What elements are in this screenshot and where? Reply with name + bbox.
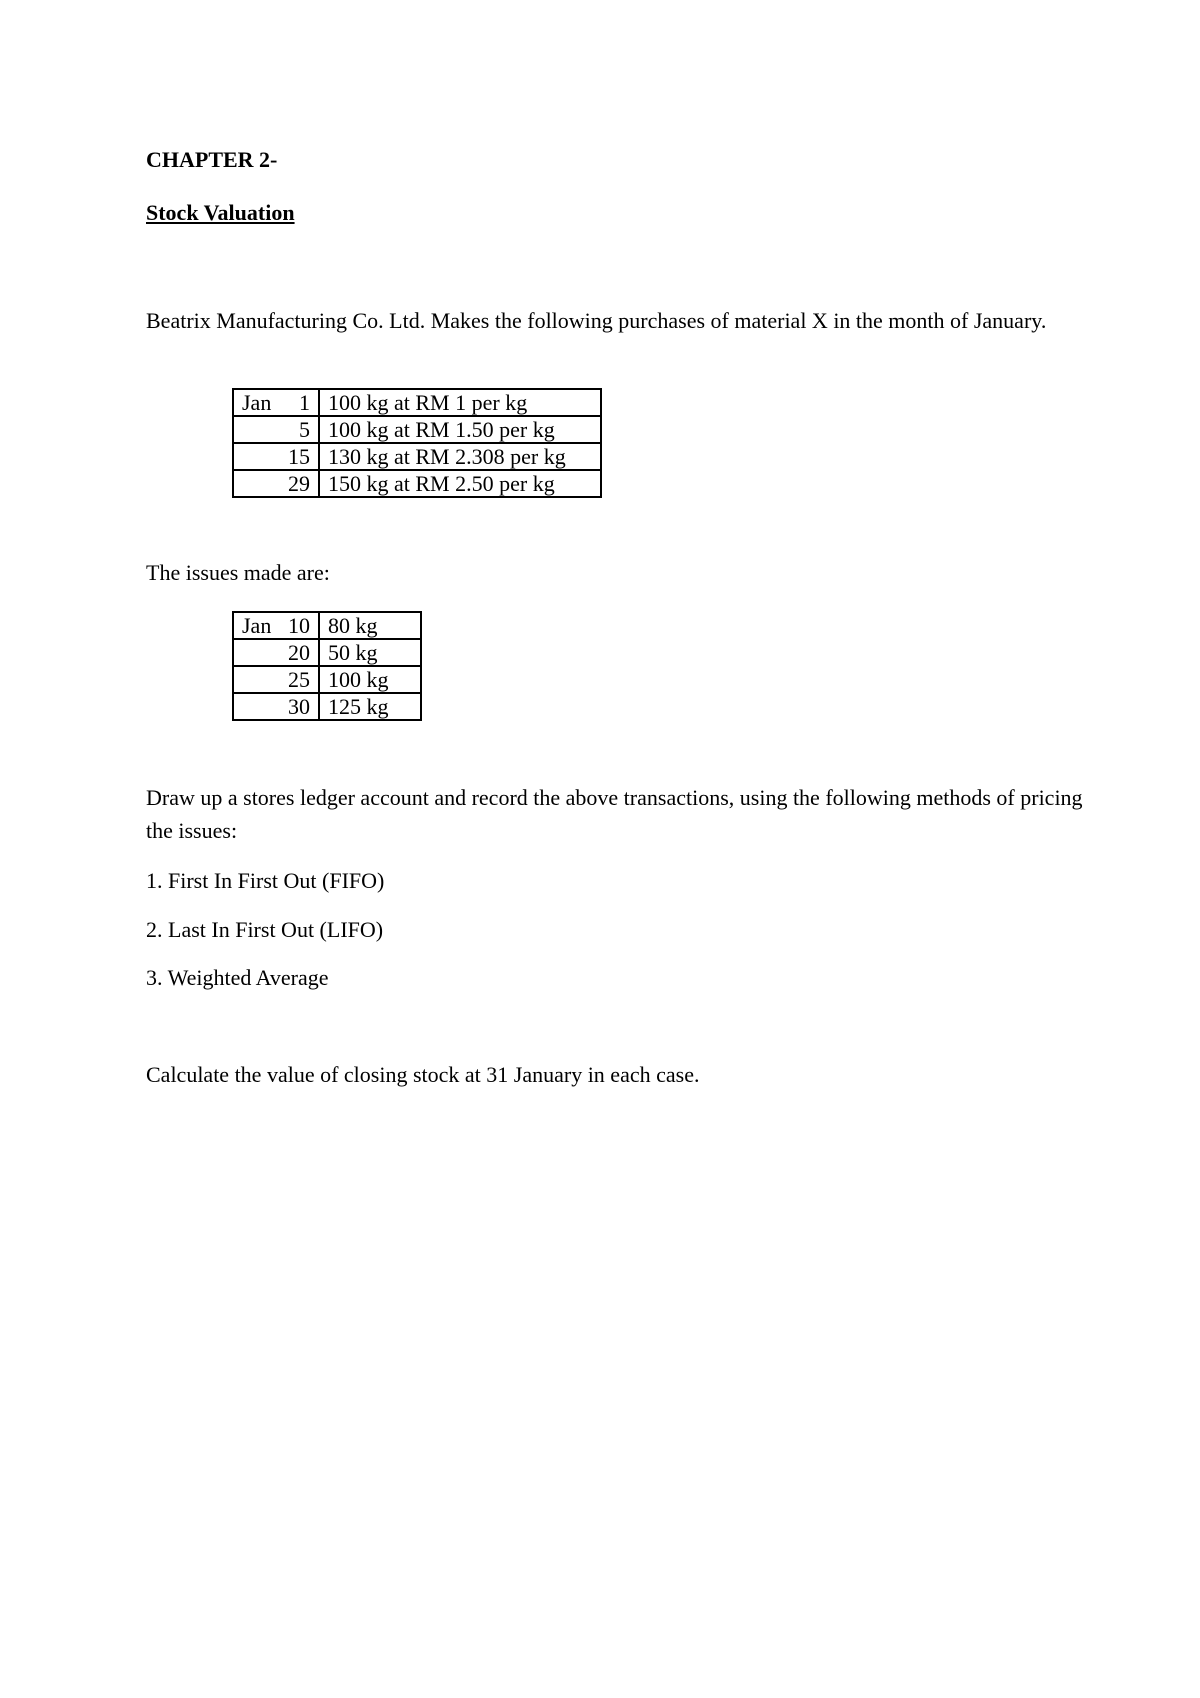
- table-row: [233, 470, 601, 497]
- purchase-description: 150 kg at RM 2.50 per kg: [319, 470, 601, 497]
- issue-quantity: 80 kg: [319, 612, 421, 639]
- purchase-description: 130 kg at RM 2.308 per kg: [319, 443, 601, 470]
- issue-date: 25: [233, 666, 319, 693]
- table-row: [233, 416, 601, 443]
- issue-quantity: 125 kg: [319, 693, 421, 720]
- task-paragraph: Draw up a stores ledger account and record the above transactions, using the following methods of pricing the issues:: [146, 785, 1083, 843]
- purchase-date: 15: [233, 443, 319, 470]
- issue-date: Jan 10: [233, 612, 319, 639]
- purchase-date: Jan 1: [233, 389, 319, 416]
- issue-date: 30: [233, 693, 319, 720]
- table-row: [233, 693, 421, 720]
- table-row: [233, 389, 601, 416]
- issue-date: 20: [233, 639, 319, 666]
- purchase-date: 5: [233, 416, 319, 443]
- intro-paragraph: Beatrix Manufacturing Co. Ltd. Makes the following purchases of material X in the month of January.: [146, 308, 1047, 333]
- section-title: Stock Valuation: [146, 200, 295, 225]
- table-row: [233, 443, 601, 470]
- table-row: [233, 666, 421, 693]
- purchase-date: 29: [233, 470, 319, 497]
- method-item-weighted-average: 3. Weighted Average: [146, 965, 329, 990]
- purchase-description: 100 kg at RM 1 per kg: [319, 389, 601, 416]
- issues-table: [232, 611, 422, 721]
- issues-intro: The issues made are:: [146, 560, 330, 585]
- purchase-description: 100 kg at RM 1.50 per kg: [319, 416, 601, 443]
- method-item-fifo: 1. First In First Out (FIFO): [146, 868, 385, 893]
- closing-instruction: Calculate the value of closing stock at 31 January in each case.: [146, 1062, 700, 1087]
- method-item-lifo: 2. Last In First Out (LIFO): [146, 917, 384, 942]
- purchases-table: [232, 388, 602, 498]
- table-row: [233, 639, 421, 666]
- issue-quantity: 100 kg: [319, 666, 421, 693]
- table-row: [233, 612, 421, 639]
- chapter-title: CHAPTER 2-: [146, 147, 278, 172]
- issue-quantity: 50 kg: [319, 639, 421, 666]
